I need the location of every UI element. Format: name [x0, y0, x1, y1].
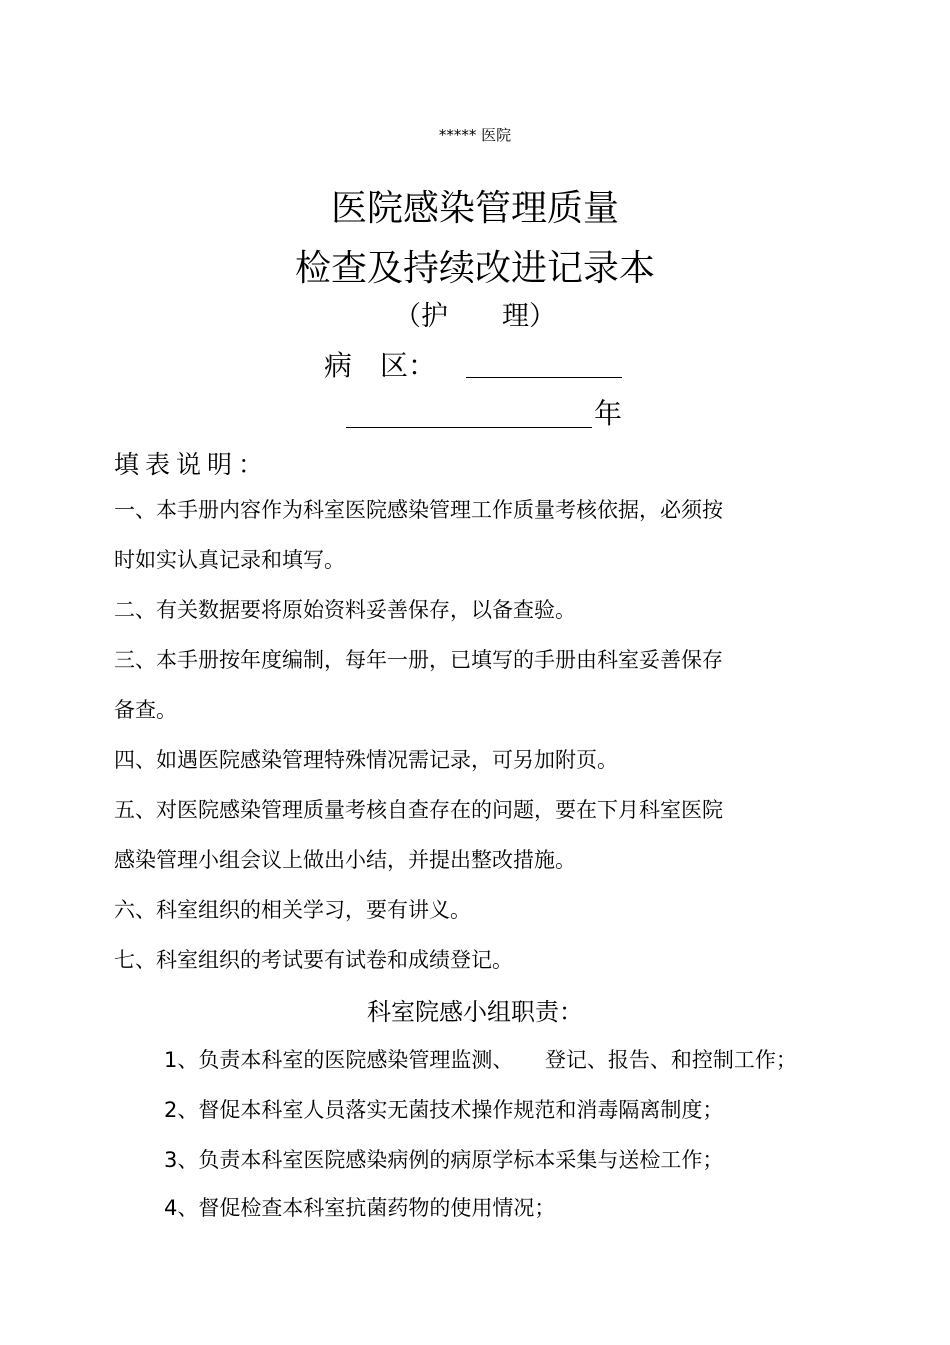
instruction-line: 一、本手册内容作为科室医院感染管理工作质量考核依据，必须按	[114, 498, 723, 522]
instruction-line: 感染管理小组会议上做出小结，并提出整改措施。	[114, 848, 576, 872]
document-subtitle: （护 理）	[394, 301, 556, 332]
document-title-line-1: 医院感染管理质量	[330, 188, 619, 229]
instruction-line: 七、科室组织的考试要有试卷和成绩登记。	[114, 948, 513, 972]
duties-heading: 科室院感小组职责：	[367, 998, 583, 1026]
instruction-line: 备查。	[114, 698, 177, 722]
instruction-line: 六、科室组织的相关学习，要有讲义。	[114, 898, 471, 922]
year-fill-line	[346, 427, 592, 428]
instruction-line: 三、本手册按年度编制，每年一册，已填写的手册由科室妥善保存	[114, 648, 723, 672]
duty-item: 2、督促本科室人员落实无菌技术操作规范和消毒隔离制度；	[164, 1098, 724, 1122]
hospital-name: ***** 医院	[438, 126, 512, 144]
year-label: 年	[594, 397, 623, 430]
ward-label: 病 区：	[324, 349, 437, 382]
instruction-line: 二、有关数据要将原始资料妥善保存，以备查验。	[114, 598, 576, 622]
ward-fill-line	[466, 377, 622, 378]
instruction-line: 时如实认真记录和填写。	[114, 548, 345, 572]
instructions-heading: 填表说明：	[114, 450, 270, 479]
instruction-line: 五、对医院感染管理质量考核自查存在的问题，要在下月科室医院	[114, 798, 723, 822]
duty-item: 4、督促检查本科室抗菌药物的使用情况；	[164, 1196, 556, 1220]
duty-item: 1、负责本科室的医院感染管理监测、 登记、报告、和控制工作；	[164, 1048, 797, 1072]
instruction-line: 四、如遇医院感染管理特殊情况需记录，可另加附页。	[114, 748, 618, 772]
document-title-line-2: 检查及持续改进记录本	[294, 248, 655, 289]
duty-item: 3、负责本科室医院感染病例的病原学标本采集与送检工作；	[164, 1148, 724, 1172]
